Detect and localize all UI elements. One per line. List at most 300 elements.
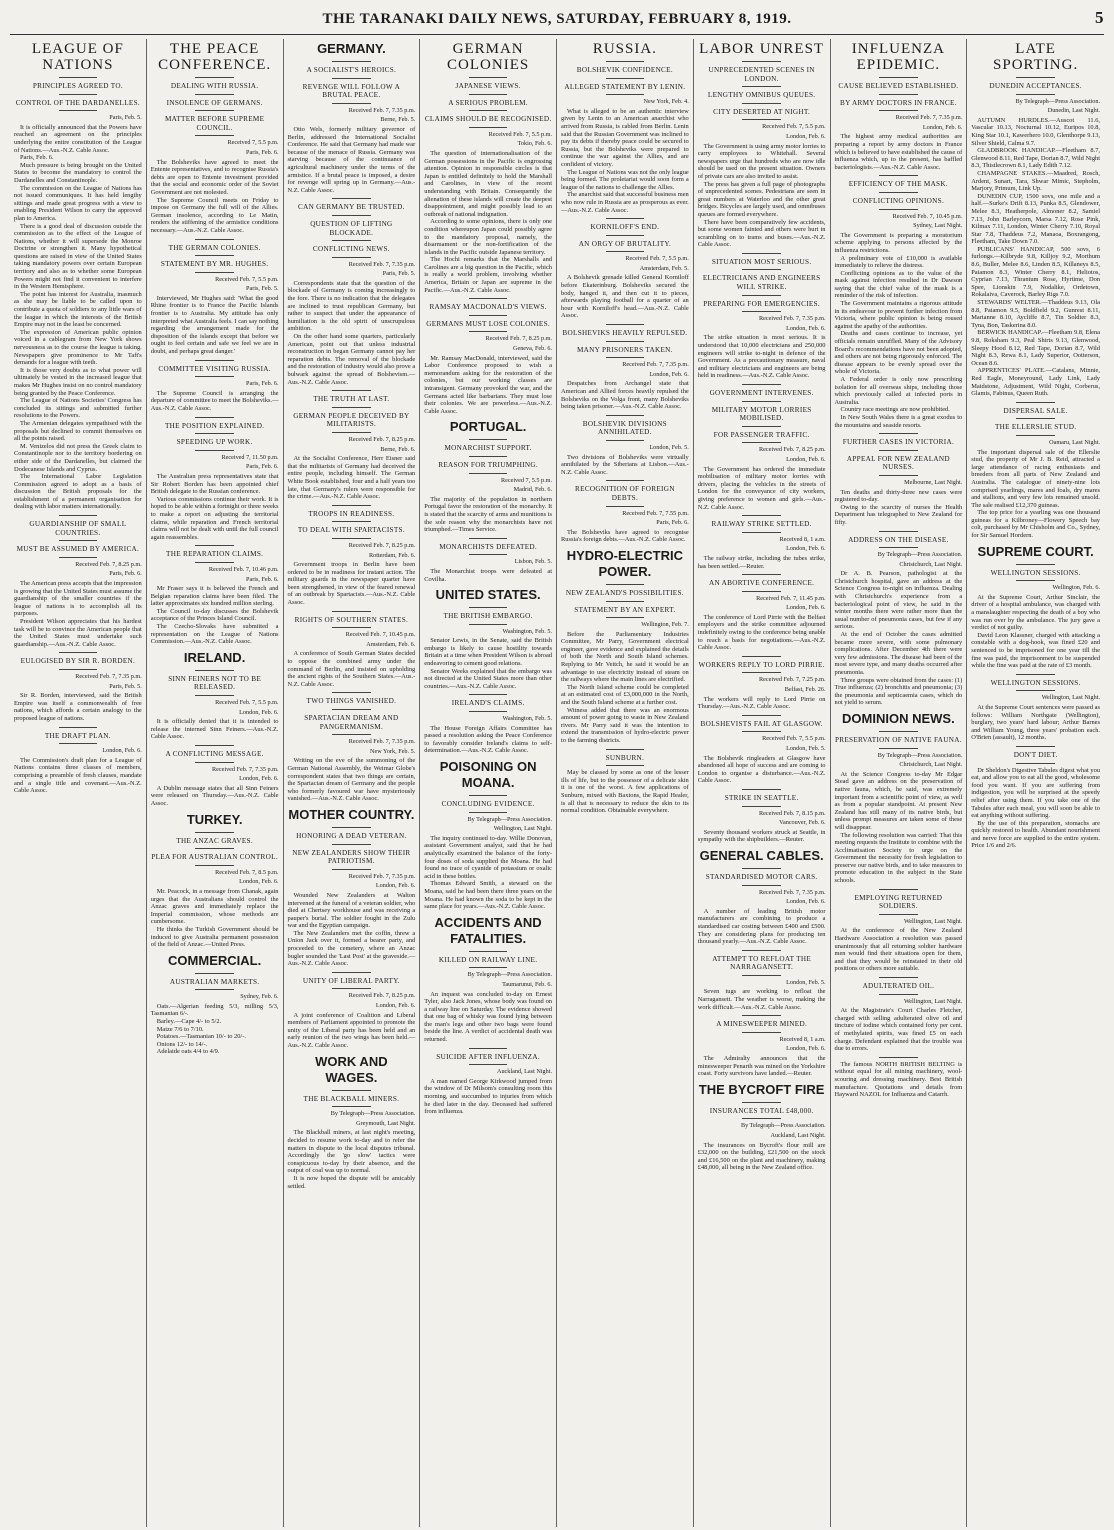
subhead-rule [606,94,644,95]
article-subhead: BOLSHEVISTS FAIL AT GLASGOW. [700,719,823,728]
article-paragraph: The Bolsheviks have agreed to recognise Russia's foreign debts.—Aus.-N.Z. Cable Assoc. [561,528,689,544]
subhead-rule [1016,580,1055,581]
section-rule [195,360,233,361]
article-paragraph: The question of internationalisation of the German possessions in the Pacific is engrossing attention. Opinion in responsible circles is that Japan is entitled definitely to hold the Marshall and Carolines, in view of the recent understanding with Britain. Consequently the alienation of these islands will create the deepest disappointment, and might possibly lead to an outbreak of national indignation. [424,149,552,218]
article-paragraph: The strike situation is most serious. It is understood that 10,000 electricians and 250,000 engineers will strike to-night in defence of the Government. As a precautionary measure, naval and military electricians and engineers are being held in readiness.—Aus.-N.Z. Cable Assoc. [697,334,826,380]
dateline: Auckland, Last Night. [497,1068,552,1076]
article-subhead: ELECTRICIANS AND ENGINEERS WILL STRIKE. [702,274,821,292]
article-subhead: SUICIDE AFTER INFLUENZA. [436,1052,540,1061]
dateline: Washington, Feb. 5. [502,715,552,723]
subhead-rule [195,135,233,136]
article-subhead: PRESERVATION OF NATIVE FAUNA. [834,735,962,744]
subhead-rule [332,215,370,216]
received-line: Received Feb. 7, 7.35 p.m. [75,672,142,680]
article-paragraph: At the conference of the New Zealand Hardware Association a resolution was passed unanimously that all returning soldier hardware men would find their situations open for them, and that they would be reinstated in their old positions or others more suitable. [834,927,963,973]
article-paragraph: The International Labor Legislation Commission agreed to adopt as a basis of discussion the British proposals for the establishment of a permanent organisation for dealing with labor matters internationally. [14,473,142,511]
headline-rule [1016,77,1055,78]
dateline: Christchurch, Last Night. [899,761,963,769]
dateline: Berne, Feb. 5. [380,116,416,124]
article-paragraph: The point has interest for Australia, inasmuch as she may be liable to be called upon to contribute a quota of soldiers to any little wars of the league in which the interests of the British Empire may not in the least be concerned. [14,290,142,329]
article [835,433,963,526]
article-paragraph: A conference of South German States decided to oppose the combined army under the command of Berlin, and insisted on upholding the ancient rights of the Southern States.—Aus.-N.Z. Cable Assoc. [287,650,416,688]
article-paragraph: In New South Wales there is a great exodus to the mountains and seaside resorts. [834,413,963,429]
article-paragraph: Maize 7/6 to 7/10. [156,1025,204,1033]
article [424,587,552,690]
article-headline: INFLUENZA EPIDEMIC. [851,41,945,73]
received-line: By Telegraph—Press Association. [877,551,963,559]
article-subhead: QUESTION OF LIFTING BLOCKADE. [310,219,393,237]
section-rule [606,324,644,325]
article-paragraph: Mr. Peacock, in a message from Chanak, again urges that the Australians should control the Anzac graves and immediately replace the Imperial commission, whose methods are cumbersome. [150,887,279,926]
article [288,972,416,1050]
masthead [10,8,1104,35]
section-rule [879,977,917,978]
article-headline: LABOR UNREST [699,41,825,57]
article-subhead: MONARCHISTS DEFEATED. [439,542,537,551]
article-subhead: GUARDIANSHIP OF SMALL COUNTRIES. [29,520,127,537]
subhead-rule [606,440,644,441]
article-headline: ACCIDENTS AND FATALITIES. [434,914,542,946]
article-subhead: PLEA FOR AUSTRALIAN CONTROL. [151,853,278,862]
article-subhead: GERMANS MUST LOSE COLONIES. [426,319,551,328]
headline-rule [59,77,97,78]
article [698,715,826,785]
article [835,1057,963,1099]
article-paragraph: The Bolsheviks have agreed to meet the Entente representatives, and to recognise Russia's debts are open to Entente investment provided that the social and economic order of the Soviet Government are not molested. [150,158,279,196]
article-subhead: UNITY OF LIBERAL PARTY. [302,976,400,985]
section-rule [742,515,780,516]
headline-rule [879,77,917,78]
subhead-rule [742,86,780,87]
article-paragraph: Adelaide oats 4/4 to 4/9. [156,1048,220,1056]
subhead-rule [469,711,507,712]
received-line: Received Feb. 7, 7.35 p.m. [758,888,826,896]
subhead-rule [195,989,233,990]
article-subhead: DON'T DIET. [1013,750,1058,759]
received-line: Received 8, 1 a.m. [779,1035,826,1043]
article [151,360,279,413]
headline-rule [469,77,507,78]
article-subhead: STANDARDISED MOTOR CARS. [705,872,818,881]
article-paragraph: Ten deaths and thirty-three new cases were registered to-day. [834,488,963,504]
article [288,807,416,968]
received-line: Received 7, 5.5 p.m. [227,139,279,147]
article-paragraph: Barley.—Cape 4/- to 5/2. [156,1018,222,1026]
received-line: Received Feb. 7, 5.5 p.m. [762,735,826,743]
article [561,218,689,320]
section-rule [742,384,780,385]
dateline: London, Feb. 6. [786,898,826,906]
article-paragraph: A man named George Kirkwood jumped from the window of Dr Milsom's consulting room this morning, and succumbed to injuries from which he died later in the day. Deceased had suffered from influenza. [424,1077,552,1116]
article-paragraph: The Blackball miners, at last night's meeting, decided to resume work to-day and to refer the matters in dispute to the local disputes tribunal. Accordingly the 'go slow' tactics were conspicuous to-day by their absence, and the output of coal was up to normal. [287,1129,416,1175]
article [698,515,826,570]
article-paragraph: The House Foreign Affairs Committee has passed a resolution asking the Peace Conference to favorably consider Ireland's claims to self-determination.—Aus.-N.Z. Cable Assoc. [424,724,552,755]
received-line: Received Feb. 7, 7.35 p.m. [348,260,416,268]
article-paragraph: The Hochi remarks that the Marshalls and Carolines are a big question in the Pacific, which is really a world problem, involving whether America, Britain or Japan are supreme in the Pacific.—Aus.-N.Z. Cable Assoc. [424,256,552,294]
article-headline: LEAGUE OF NATIONS [31,41,124,73]
article-subhead: MONARCHIST SUPPORT. [444,444,532,453]
article-headline: IRELAND. [183,649,246,665]
article-paragraph: The anarchist said that successful business men who now rule in Russia are as prosperous as ever.—Aus.-N.Z. Cable Assoc. [561,191,689,214]
article-paragraph: Paris, Feb. 6. [20,154,54,162]
received-line: Received 7, 5.5 p.m. [500,476,552,484]
article-subhead: SUNBURN. [605,753,645,762]
section-rule [332,505,370,506]
subhead-rule [195,94,233,95]
article-paragraph: The expression of American public opinion voiced in a cablegram from New York shows nervousness as to the course the league is taking. Newspapers give prominence to Mr Taft's demands for a league with teeth. [14,328,142,367]
dateline: Paris, Feb. 5. [109,114,142,122]
received-line: Received Feb. 7, 7.35 p.m. [895,114,963,122]
article-paragraph: Three groups were obtained from the cases: (1) True influenza; (2) bronchitis and pneumonia; (3) the pneumonia and septicaemia cases, which do not yield to serum. [834,676,963,707]
subhead-rule [59,94,97,95]
headline-rule [469,607,507,608]
article-subhead: REVENGE WILL FOLLOW A BRUTAL PEACE. [302,82,401,100]
article-paragraph: The Supreme Council meets on Friday to impose on Germany the full will of the Allies. German insolence, according to Le Matin, renders the stiffening of the armistice conditions necessary.—Aus.-N.Z. Cable Assoc. [150,196,279,234]
headline-rule [879,731,917,732]
section-rule [1016,746,1055,747]
article-paragraph: Potatoes.—Tasmanian 10/- to 20/-. [156,1033,246,1041]
section-rule [195,239,233,240]
article-paragraph: The American press accepts that the impression is growing that the United States must assume the guardianship of the smaller countries if the league of nations is to accomplish all its purposes. [14,580,142,618]
article-paragraph: Onions 12/- to 14/-. [156,1040,208,1048]
dateline: London, Feb. 6. [786,604,826,612]
subhead-rule [332,709,370,710]
column-4 [420,39,557,1527]
subhead-rule [606,341,644,342]
dateline: Paris, Feb. 6. [656,519,689,527]
article [561,324,689,411]
section-rule [742,950,780,951]
subhead-rule [742,426,780,427]
received-line: Received Feb. 7, 5.5 p.m. [215,275,279,283]
section-rule [879,175,917,176]
article-headline: GERMANY. [317,41,386,56]
article [698,574,826,652]
article-subhead: A MINESWEEPER MINED. [716,1020,808,1029]
article [424,915,552,1044]
article-paragraph: The railway strike, including the tubes strike, has been settled.—Reuter. [697,554,826,570]
article [698,41,826,249]
article-paragraph: The conference of Lord Pirrie with the Belfast employers and the strike committee adjourned indefinitely owing to the conference being unable to reach a basis for negotiations.—Aus.-N.Z. Cable Assoc. [697,613,826,652]
received-line: By Telegraph—Press Association. [467,815,552,823]
received-line: Received Feb. 7, 8.25 p.m. [348,992,416,1000]
article-paragraph: The following resolution was carried: That this meeting requests the Institute to combine with the Acclimatisation Society to urge on the Government the necessity for fresh legislation to preserve our native birds, and to take measures to promote education in the subject in the State schools. [834,831,963,885]
dateline: London, Feb. 6. [786,455,826,463]
article-paragraph: The New Zealanders met the coffin, threw a Union Jack over it, formed a bearer party, and proceeded to the cemetery, where an Anzac bugler sounded the 'Last Post' at the graveside.—Aus.-N.Z. Cable Assoc. [287,929,416,968]
subhead-rule [195,562,233,563]
article-subhead: INSURANCES TOTAL £48,000. [709,1106,814,1115]
received-line: By Telegraph—Press Association. [1015,97,1100,105]
dateline: London, Feb. 5. [786,978,826,986]
subhead-rule [195,865,233,866]
dateline: Sydney, Feb. 6. [240,993,279,1001]
article-subhead: AN ORGY OF BRUTALITY. [578,239,672,248]
article [288,505,416,607]
subhead-rule [606,506,644,507]
article-paragraph: Oats.—Algerian feeding 5/3, milling 5/3, Tasmanian 6/-. [150,1002,279,1018]
section-rule [469,298,507,299]
headline-rule [742,868,780,869]
article-subhead: CLAIMS SHOULD BE RECOGNISED. [424,115,552,124]
article-subhead: FOR PASSENGER TRAFFIC. [713,430,810,439]
article-subhead: AN ABORTIVE CONFERENCE. [708,579,815,588]
received-line: Received Feb. 7, 8.25 p.m. [348,541,416,549]
subhead-rule [332,240,370,241]
headline-rule [469,795,507,796]
dateline: Wellington, Last Night. [493,825,552,833]
article-subhead: JAPANESE VIEWS. [455,82,521,90]
article-subhead: DEALING WITH RUSSIA. [170,82,259,90]
received-line: Received Feb. 7, 5.5 p.m. [215,699,279,707]
article-paragraph: APPRENTICES' PLATE.—Catalans, Minnie, Red Eagle, Moneyround, Lady Link, Lady Maidstone, Adjustment, Wild Night, Corberus, Glamis, Fabinus, Queen Ruth. [971,367,1100,398]
subhead-rule [332,1106,370,1107]
dateline: Melbourne, Last Night. [904,478,963,486]
dateline: Tokio, Feb. 6. [517,140,552,148]
article-subhead: BY ARMY DOCTORS IN FRANCE. [839,98,957,107]
subhead-rule [606,601,644,602]
article-headline: UNITED STATES. [435,587,541,603]
subhead-rule [332,407,370,408]
article-paragraph: Owing to the scarcity of nurses the Health Department has telegraphed to New Zealand for fifty. [834,503,963,526]
subhead-rule [332,432,370,433]
section-rule [606,480,644,481]
article-paragraph: There is a good deal of discussion outside the commission as to the effect of the League of Nations, whether it will supersede the Monroe Doctrine or strengthen it. Many hypothetical questions are raised in view of the United States taking mandatory powers over certain European territory and also as to whether some European Powers might not find it convenient to interfere in the Western Hemisphere. [14,222,142,291]
headline-rule [332,1090,370,1091]
article [561,480,689,544]
article-paragraph: At the Science Congress to-day Mr Edgar Stead gave an address on the preservation of native fauna, which, he said, was extremely important from a scientific point of view, as well as from a popular standpoint. At present New Zealand has still many of its native birds, but unless prompt measures are taken some of these will disappear. [834,770,963,831]
article-paragraph: The Armenian delegates sympathised with the proposals but declined to commit themselves on all the points raised. [14,419,142,443]
article [561,41,689,214]
article-subhead: BOLSHEVIK CONFIDENCE. [576,66,673,74]
article-paragraph: Correspondents state that the question of the blockade of Germany is coming increasingly to the fore. There is no indication that the delegates are inclined to trust republican Germany, but rather to suspect that under the appearance of humiliation is the old spirit of unscrupulous ambition. [287,279,416,333]
article-paragraph: M. Venizelos did not press the Greek claim to Constantinople nor to the territory bordering on either side of the Dardanelles, but claimed the Dodecanese Islands and Cyprus. [14,442,142,473]
headline-rule [469,439,507,440]
article [698,848,826,946]
article-subhead: ADDRESS ON THE DISEASE. [848,535,949,544]
article-paragraph: DUNEDIN CUP, 1500 sovs, one mile and a half.—Surke's Drift 8.13, Punka 8.5, Glendower, Melee 8.3, Heatherpole, Almoner 8.2, Samiel 7.13, John Barleycorn, Marsa 7.12, Rose Pink, Kilmax 7.11, London, Winter Cherry 7.10, Royal Star 7.8, Thaddeus 7.2, Manaoa, Boxrangong, Fleetham, Take Down 7.0. [971,192,1100,246]
article-subhead: CONFLICTING NEWS. [312,245,390,254]
article-subhead: GERMAN PEOPLE DECEIVED BY MILITARISTS. [293,411,410,429]
subhead-rule [195,433,233,434]
dateline: London, Feb. 6. [239,878,279,886]
subhead-rule [1016,418,1055,419]
subhead-rule [195,272,233,273]
dateline: Paris, Feb. 5. [246,285,279,293]
subhead-rule [606,251,644,252]
article-subhead: NEW ZEALANDERS SHOW THEIR PATRIOTISM. [292,848,411,866]
received-line: Received Feb. 7, 5.5 p.m. [625,255,689,263]
article-paragraph: There have been comparatively few accidents, but some women fainted and others were hurt in scrambling on to trams and buses.—Aus.-N.Z. Cable Assoc. [697,218,826,249]
article-subhead: RAMSAY MACDONALD'S VIEWS. [429,303,547,312]
article [14,652,142,722]
article [835,889,963,973]
article-subhead: SPEEDING UP WORK. [176,438,253,447]
article [424,419,552,533]
article-subhead: THE ANZAC GRAVES. [176,836,253,845]
article-paragraph: Country race meetings are now prohibited. [840,406,950,414]
headline-rule [332,827,370,828]
article [698,950,826,1012]
article-subhead: ALLEGED STATEMENT BY LENIN. [564,82,686,91]
dateline: London, Feb. 5. [786,745,826,752]
article [971,674,1100,742]
article-paragraph: It is officially denied that it is intended to release the interned Sinn Feiners.—Aus.-N.Z. Cable Assoc. [150,718,279,741]
article-paragraph: The Czecho-Slovaks have submitted a representation on the League of Nations Commission.—Aus.-N.Z. Cable Assoc. [150,623,279,646]
subhead-rule [1016,763,1055,764]
dateline: Auckland, Last Night. [770,1132,826,1139]
article-subhead: LENGTHY OMNIBUS QUEUES. [707,91,816,100]
article-subhead: THE TRUTH AT LAST. [313,395,390,404]
section-rule [195,417,233,418]
article-subhead: MILITARY MOTOR LORRIES MOBILISED. [711,405,812,423]
subhead-rule [742,591,780,592]
article-paragraph: He thinks the Turkish Government should be induced to give Australia permanent possession of the field of Anzac.—United Press. [150,925,279,949]
article-subhead: A SERIOUS PROBLEM. [448,98,528,107]
article [288,198,416,386]
article-paragraph: GLADBROOK HANDICAP.—Fleetham 8.7, Glenwood 8.11, Red Tape, Dorian 8.7, Wild Night 8.3, Thistlecrown 8.1, Lady Edith 7.12. [971,147,1100,170]
subhead-rule [742,119,780,120]
subhead-rule [606,357,644,358]
dateline: Paris, Feb. 6. [246,463,279,471]
section-rule [879,1057,917,1058]
article-paragraph: Conflicting opinions as to the value of the mask against infection resulted in Dr Dawson saying that the chief value of the mask is a reminder of the risk of infection. [834,269,963,300]
article [835,711,963,885]
section-rule [332,198,370,199]
article-subhead: ADULTERATED OIL. [862,982,935,990]
article-paragraph: At the Magistrate's Court Charles Fletcher, charged with selling adulterated olive oil and tincture of iodine which contained forty per cent. of methylated spirits, was fined £5 on each charge. Defendant explained that the trouble was due to errors. [834,1007,963,1053]
section-rule [742,1015,780,1016]
dateline: Paris, Feb. 5. [109,682,142,690]
article-headline: DOMINION NEWS. [842,710,955,726]
article [14,727,142,795]
dateline: London, Feb. 6. [786,545,826,553]
article [14,41,142,511]
article-subhead: KILLED ON RAILWAY LINE. [438,955,538,964]
article-paragraph: Interviewed, Mr Hughes said: 'What the good Rhine frontier is to France the Pacific Islands frontier is to Australia. My attitude has only interpreted what Australia feels. I can say nothing regarding the arrangement made for the disposition of the islands except that before we ought to feel certain and safe we feel we are in doubt, and perhaps great danger.' [150,294,279,356]
headline-rule [332,61,370,62]
dateline: Taumarunui, Feb. 6. [502,980,552,988]
section-rule [879,531,917,532]
article-subhead: THE BRITISH EMBARGO. [443,612,533,621]
section-rule [879,889,917,890]
received-line: Received 7, 11.50 p.m. [221,453,279,461]
received-line: Received Feb. 7, 7.25 p.m. [758,676,826,684]
received-line: Received Feb. 7, 5.5 p.m. [762,123,826,131]
article-subhead: THE DRAFT PLAN. [44,731,111,740]
article-subhead: MUST BE ASSUMED BY AMERICA. [16,545,140,554]
article [424,759,552,911]
received-line: Received Feb. 7, 10.45 p.m. [345,631,416,639]
subhead-rule [332,538,370,539]
article-subhead: THE POSITION EXPLAINED. [164,421,265,430]
article [561,749,689,815]
article [151,545,279,646]
article [561,415,689,477]
subhead-rule [195,110,233,111]
section-rule [59,727,97,728]
section-rule [606,218,644,219]
received-line: Received Feb. 7, 8.25 p.m. [348,435,416,443]
article-paragraph: The famous NORTH BRITISH BELTING is without equal for all mining machinery, wool-scouring and dressing machinery. Best British manufacture. Quotations and details from Hayward NAZOL for Influenza and Catarrh. [834,1060,963,1099]
article-headline: GERMAN COLONIES [447,41,530,73]
dateline: Paris, Feb. 6. [109,570,142,578]
column-7 [831,39,968,1527]
article-subhead: PREPARING FOR EMERGENCIES. [703,299,820,308]
dateline: Paris, Feb. 6. [246,148,279,156]
article-paragraph: By the use of this preparation, stomachs are quickly restored to health. Abundant nourishment and nerve force are supplied to the entire system. Price 1/6 and 2/6. [971,819,1100,850]
subhead-rule [469,967,507,968]
dateline: Sydney, Last Night. [913,222,963,230]
article-subhead: STATEMENT BY AN EXPERT. [574,605,676,614]
article-subhead: DISPERSAL SALE. [1003,406,1068,415]
dateline: Madrid, Feb. 6. [513,486,552,494]
subhead-rule [606,78,644,79]
article-subhead: STATEMENT BY MR. HUGHES. [160,260,269,269]
dateline: Geneva, Feb. 6. [512,345,552,353]
article [835,175,963,429]
dateline: Amsterdam, Feb. 5. [639,264,689,272]
article-paragraph: Dr A. B. Pearson, pathologist at the Christchurch hospital, gave an address at the Science Congress to-night on influenza. Dealing with Christchurch's experience from a bacteriological point of view, he said in the winter months there were rather more than the usual number of pneumonia cases, but few if any serious. [834,570,963,631]
article-subhead: TWO THINGS VANISHED. [306,697,397,706]
subhead-rule [879,450,917,451]
subhead-rule [879,547,917,548]
article-paragraph: CHAMPAGNE STAKES.—Maadred, Rosch, Ardent, Sunart, Tara, Shwar Mimic, Stepholm, Marjory, Primum, Link Up. [971,169,1100,193]
section-rule [742,789,780,790]
column-6 [694,39,831,1527]
dateline: Oamaru, Last Night. [1049,438,1100,446]
subhead-rule [195,848,233,849]
article-headline: GENERAL CABLES. [699,847,824,863]
headline-rule [195,973,233,974]
article-subhead: THE ELLERSLIE STUD. [994,423,1077,432]
subhead-rule [469,94,507,95]
article-paragraph: The Government maintains a rigorous attitude in its endeavour to prevent further infection from Victoria, where public opinion is being roused against the apathy of the authorities. [834,300,963,330]
subhead-rule [742,806,780,807]
article-paragraph: President Wilson appreciates that his hardest task will be to convince the American people that the United States must undertake such guardianship.—Aus.-N.Z. Cable Assoc. [14,618,142,648]
subhead-rule [606,765,644,766]
subhead-rule [879,209,917,210]
section-rule [1016,402,1055,403]
article-subhead: MATTER BEFORE SUPREME COUNCIL. [164,115,265,132]
article [288,692,416,803]
dateline: Rotterdam, Feb. 6. [369,551,416,559]
dateline: Wellington, Last Night. [1041,694,1100,702]
subhead-rule [195,255,233,256]
article-subhead: RECOGNITION OF FOREIGN DEBTS. [575,485,675,502]
article-paragraph: The majority of the population in northern Portugal favor the restoration of the monarchy. It is stated that the scarcity of arms and munitions is the sole reason why the monarchists have not triumphed.—Times Service. [424,495,552,534]
article-paragraph: At the Supreme Court sentences were passed as follows: William Northgate (Wellington), burglary, two years' hard labour; Arthur Barnes and William Young, three years' probation each. O'Brien (assault), 12 months. [971,703,1100,742]
subhead-rule [332,869,370,870]
article-paragraph: What is alleged to be an authentic interview given by Lenin to an American anarchist who arrived from Russia, is cabled from Berlin. Lenin said that the Russian Government was inclined to pay its debts if thereby peace could be secured to Russia, but the Bolsheviks were prepared to continue the war against the Allies, and are confident of victory. [561,107,689,168]
received-line: Received Feb. 7, 7.35 p.m. [758,315,826,323]
article [424,694,552,755]
subhead-rule [742,731,780,732]
article-paragraph: Mr Fraser says it is believed the French and Belgian reparation claims have been filed. The latter approximates six hundred million sterling. [150,585,279,608]
article-subhead: EFFICIENCY OF THE MASK. [848,180,948,189]
article [971,544,1100,670]
subhead-rule [469,315,507,316]
article-paragraph: The commission on the League of Nations has not issued communiques. It has held lengthy sittings and made great progress with a view to enabling President Wilson to carry the approved plan to America. [14,184,142,222]
article-subhead: INSOLENCE OF GERMANS. [166,98,263,107]
article-subhead: CAUSE BELIEVED ESTABLISHED. [838,82,959,90]
article [288,611,416,689]
received-line: Received Feb. 7, 5.5 p.m. [488,130,552,138]
subhead-rule [332,257,370,258]
article-subhead: DUNEDIN ACCEPTANCES. [989,82,1082,90]
article-subhead: APPEAL FOR NEW ZEALAND NURSES. [846,454,950,472]
section-rule [742,574,780,575]
article-headline: COMMERCIAL. [168,952,262,968]
